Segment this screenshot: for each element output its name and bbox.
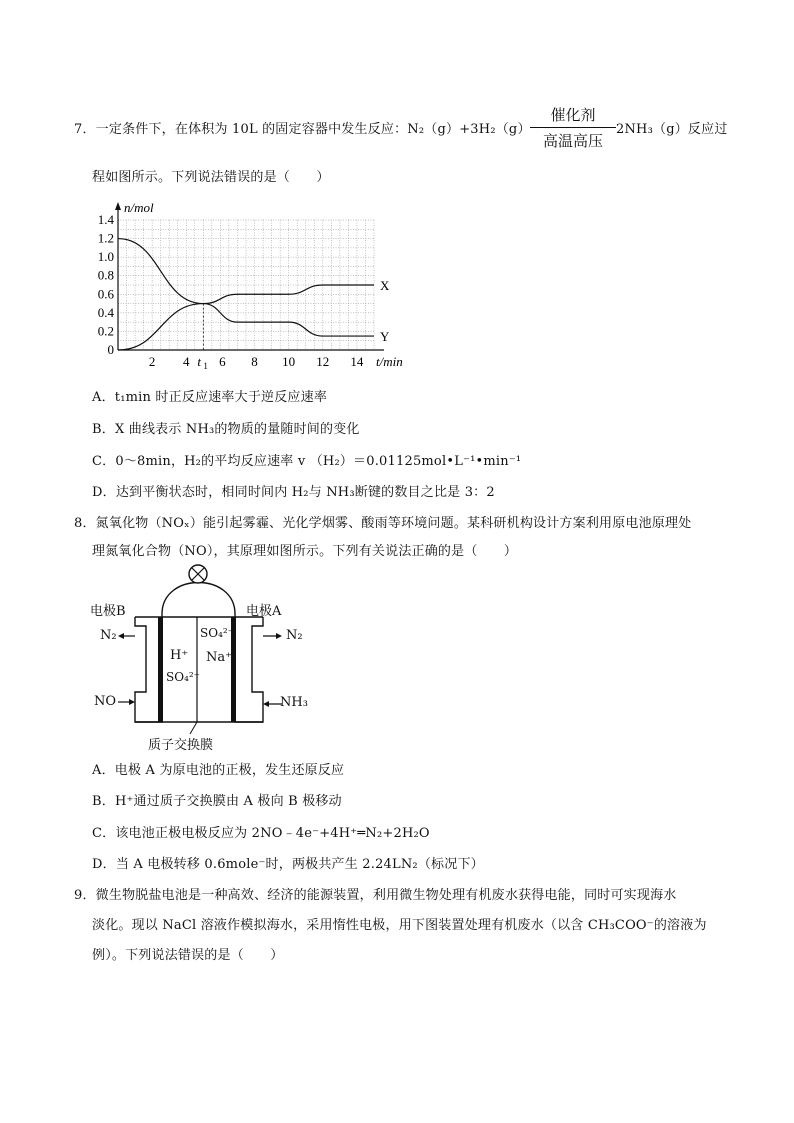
x-tick-label: 12 xyxy=(316,354,330,369)
q7-option-b: B．X 曲线表示 NH₃的物质的量随时间的变化 xyxy=(92,422,360,437)
y-tick-label: 0.4 xyxy=(97,304,114,320)
q7-option-d: D．达到平衡状态时，相同时间内 H₂与 NH₃断键的数目之比是 3：2 xyxy=(92,485,495,500)
y-tick-label: 1.2 xyxy=(97,230,114,246)
q9-stem-line2: 淡化。现以 NaCl 溶液作模拟海水，采用惰性电极，用下图装置处理有机废水（以含 CH₃COO⁻的溶液为 xyxy=(92,918,707,933)
battery-diagram-drawing xyxy=(90,562,320,752)
x-tick-label: 6 xyxy=(219,354,226,369)
y-axis-arrow xyxy=(115,202,121,210)
t1-tick-label: t xyxy=(197,354,201,369)
y-tick-label: 0.8 xyxy=(97,267,114,283)
q8-stem-line1: 8．氮氧化物（NOₓ）能引起雾霾、光化学烟雾、酸雨等环境问题。某科研机构设计方案利用原电池原理处 xyxy=(74,516,692,531)
right-ion-na: Na⁺ xyxy=(206,650,232,665)
n2-right-label: N₂ xyxy=(286,628,303,643)
y-tick-label: 1.4 xyxy=(97,212,114,227)
x-tick-label: 4 xyxy=(183,354,190,369)
q9-stem-line1: 9．微生物脱盐电池是一种高效、经济的能源装置，利用微生物处理有机废水获得电能，同时可实现海水 xyxy=(74,888,677,903)
catalyst-label: 催化剂 xyxy=(550,106,596,124)
q8-option-a: A．电极 A 为原电池的正极，发生还原反应 xyxy=(92,763,345,778)
q8-option-b: B．H⁺通过质子交换膜由 A 极向 B 极移动 xyxy=(92,794,342,809)
y-tick-label: 0 xyxy=(107,342,114,357)
battery-diagram xyxy=(90,562,320,752)
x-tick-label: 14 xyxy=(350,354,364,369)
reaction-condition xyxy=(530,104,616,151)
series-label-y: Y xyxy=(380,329,390,345)
electrode-a-label: 电极A xyxy=(246,604,282,619)
electrode-b-label: 电极B xyxy=(90,604,126,619)
series-label-x: X xyxy=(380,278,390,293)
y-axis-label: n/mol xyxy=(124,200,154,215)
x-tick-label: 8 xyxy=(251,354,258,369)
q8-option-d: D．当 A 电极转移 0.6mole⁻时，两极共产生 2.24LN₂（标况下） xyxy=(92,857,484,872)
q7-option-a: A．t₁min 时正反应速率大于逆反应速率 xyxy=(92,390,328,405)
q8-option-c: C．该电池正极电极反应为 2NO﹣4e⁻+4H⁺═N₂+2H₂O xyxy=(92,826,430,841)
left-ion-so4: SO₄²⁻ xyxy=(166,670,201,684)
reaction-chart xyxy=(94,192,414,372)
right-ion-so4: SO₄²⁻ xyxy=(200,626,235,640)
x-tick-label: 2 xyxy=(148,354,156,369)
q7-option-c: C．0～8min，H₂的平均反应速率 v （H₂）＝0.01125mol•L⁻¹•min⁻¹ xyxy=(92,454,522,469)
x-axis-label: t/min xyxy=(376,354,403,369)
no-inlet-label: NO xyxy=(94,694,117,709)
n2-left-label: N₂ xyxy=(100,628,117,643)
x-tick-label: 10 xyxy=(282,354,296,369)
q7-stem-line1-end: 2NH₃（g）反应过 xyxy=(616,122,728,137)
t1-tick-subscript: 1 xyxy=(203,361,208,371)
left-ion-h: H⁺ xyxy=(170,648,189,663)
y-tick-label: 0.6 xyxy=(97,286,114,302)
condition-label: 高温高压 xyxy=(542,132,603,150)
q7-stem-line2: 程如图所示。下列说法错误的是（ ） xyxy=(92,170,330,185)
y-tick-label: 1.0 xyxy=(97,249,114,265)
q8-stem-line2: 理氮氧化合物（NO），其原理如图所示。下列有关说法正确的是（ ） xyxy=(92,544,518,559)
y-tick-label: 0.2 xyxy=(97,323,114,339)
q9-stem-line3: 例）。下列说法错误的是（ ） xyxy=(92,948,284,963)
nh3-inlet-label: NH₃ xyxy=(280,695,308,710)
q7-stem-line1: 7．一定条件下，在体积为 10L 的固定容器中发生反应：N₂（g）+3H₂（g） xyxy=(74,122,531,137)
membrane-label: 质子交换膜 xyxy=(148,738,214,753)
electrode-b xyxy=(158,617,163,722)
